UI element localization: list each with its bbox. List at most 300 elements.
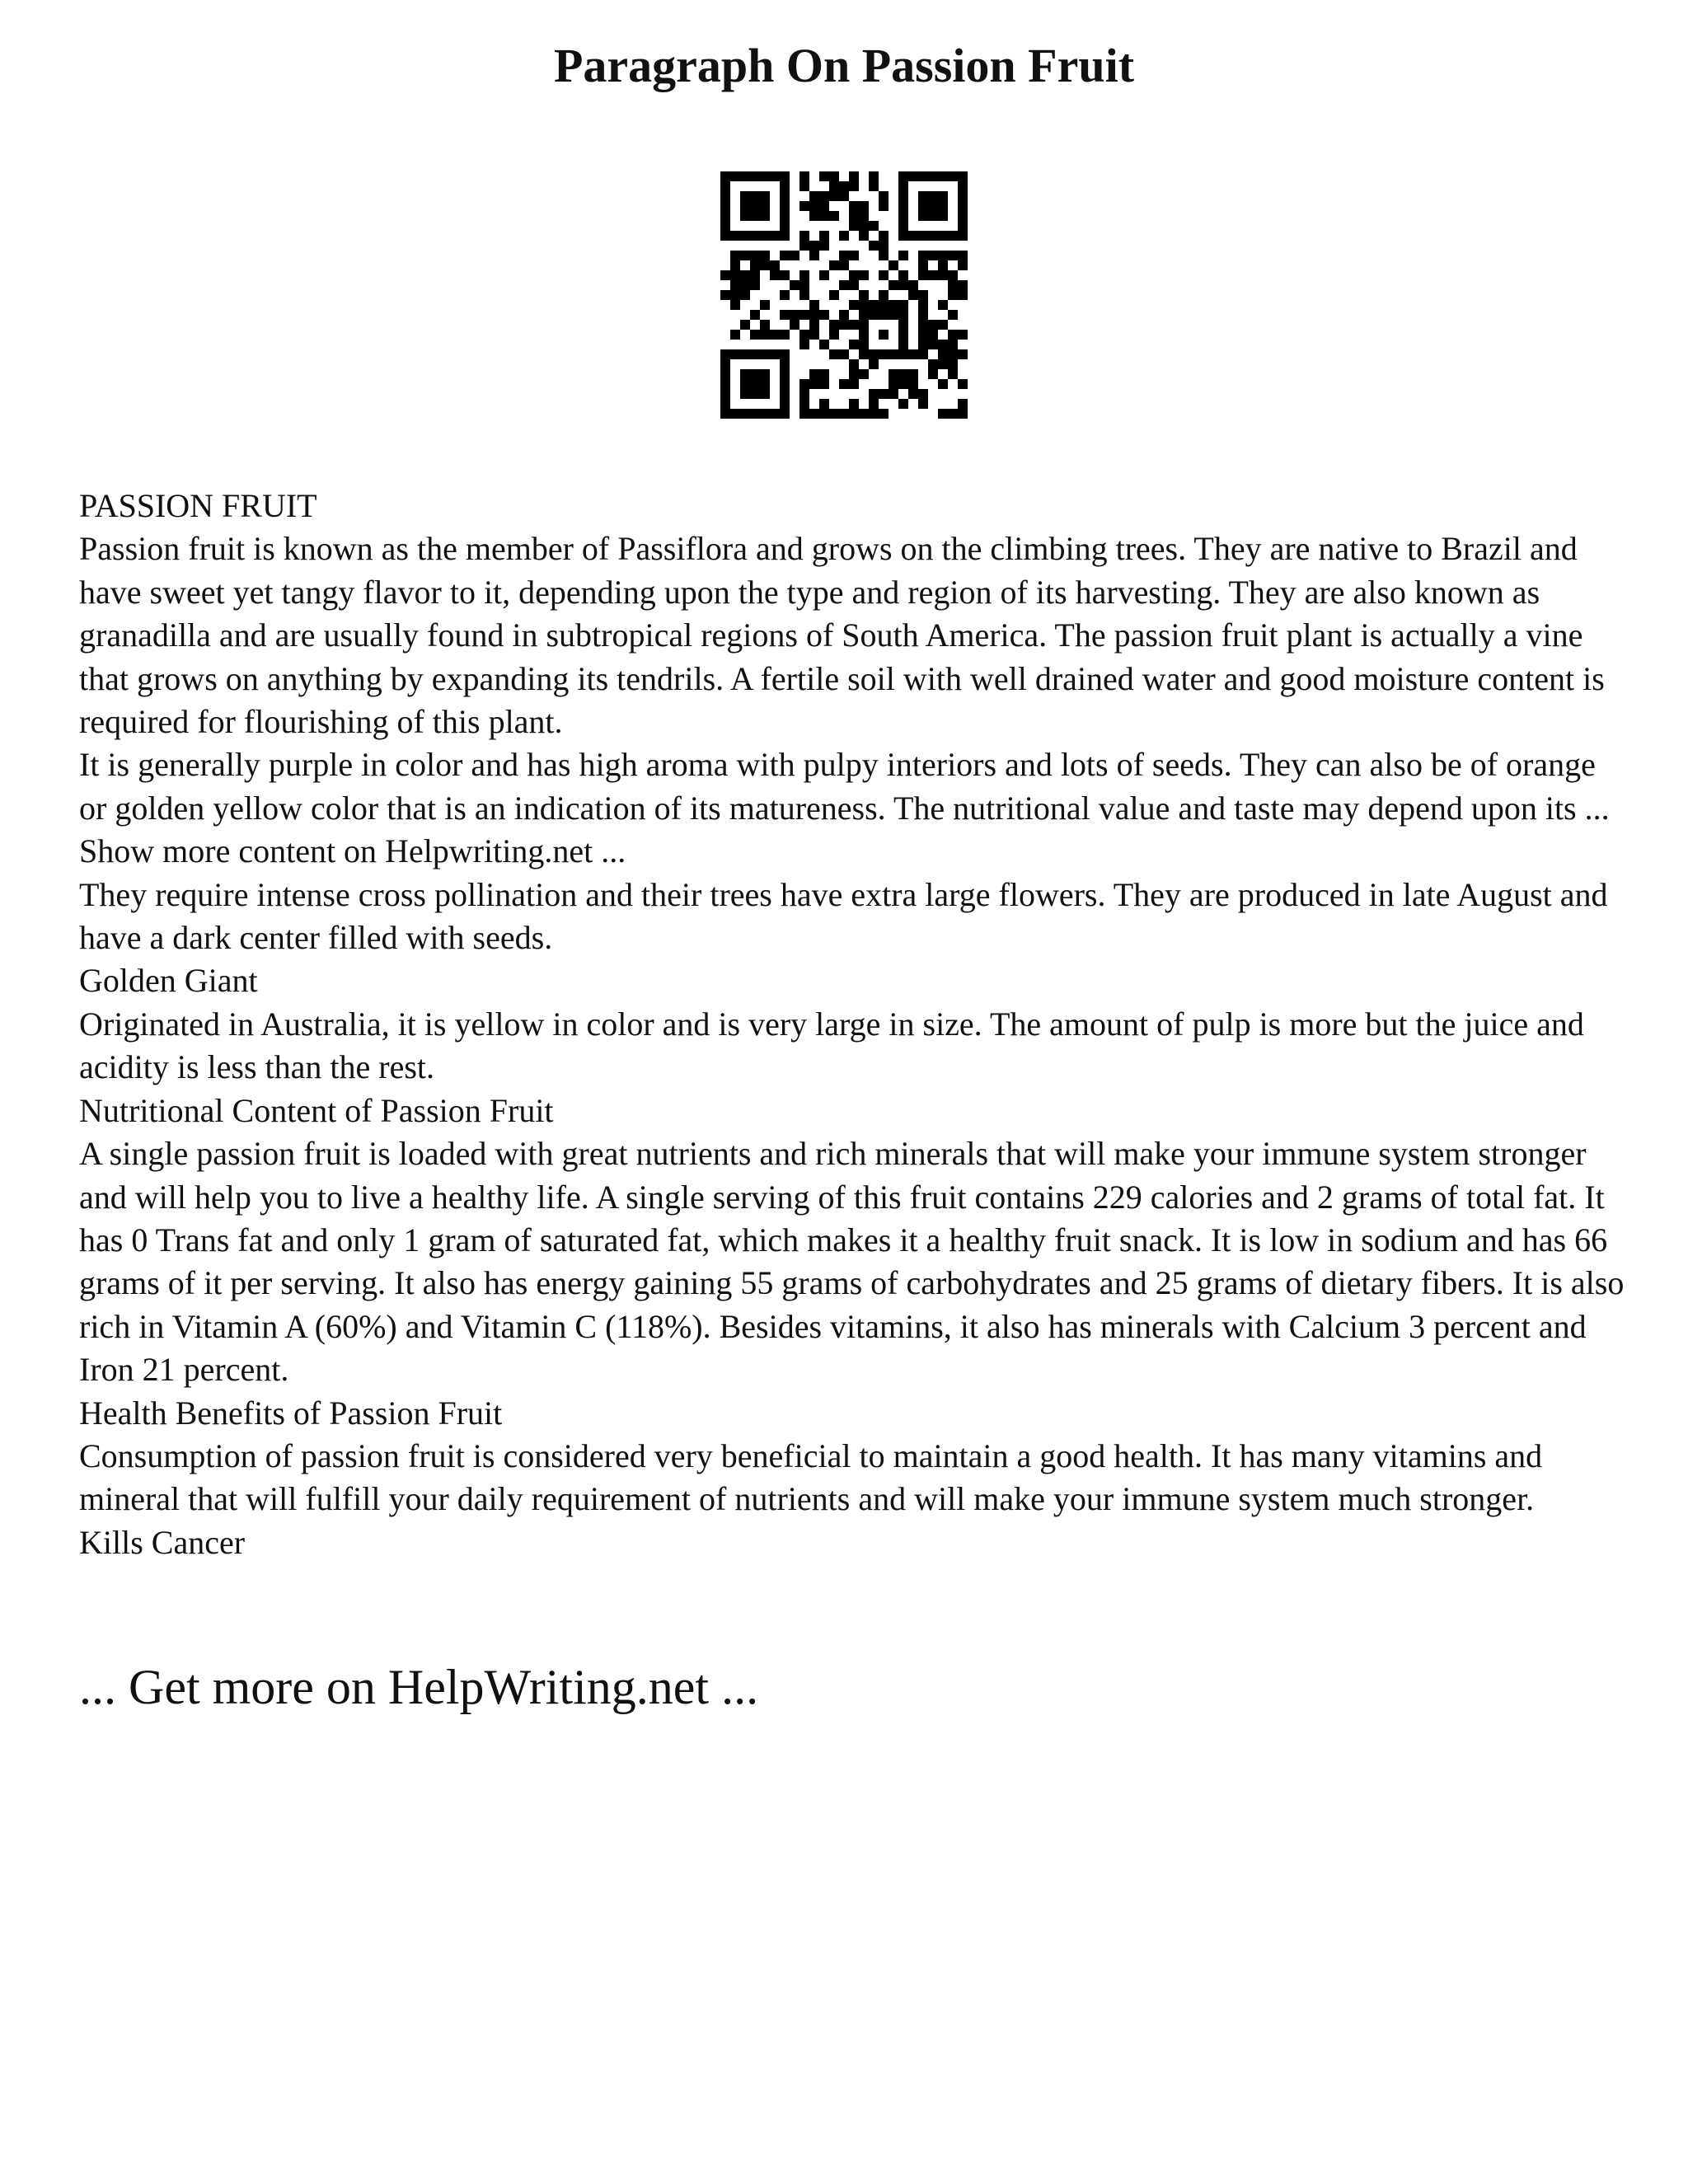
qr-module — [770, 330, 780, 340]
qr-module — [720, 201, 730, 211]
qr-module — [948, 310, 958, 320]
qr-module — [869, 399, 879, 409]
qr-module — [938, 320, 948, 330]
qr-module — [760, 171, 770, 181]
qr-module — [799, 379, 809, 389]
paragraph-nutrition: A single passion fruit is loaded with great nutrients and rich minerals that will make your immune system stronger and will help you to live a healthy life. A single serving of this fruit contains 229 calories and 2 grams of total fat. It has 0 Trans fat and only 1 gram of saturated fat, which makes it a healthy fruit snack. It is low in sodium and has 66 grams of it per serving. It also has energy gaining 55 grams of carbohydrates and 25 grams of dietary fibers. It is also rich in Vitamin A (60%) and Vitamin C (118%). Besides vitamins, it also has minerals with Calcium 3 percent and Iron 21 percent. — [79, 1135, 1625, 1389]
qr-module — [790, 320, 799, 330]
qr-module — [730, 300, 740, 310]
qr-module — [938, 340, 948, 349]
qr-module — [869, 310, 879, 320]
qr-module — [958, 181, 968, 191]
qr-module — [948, 290, 958, 300]
qr-module — [889, 280, 898, 290]
qr-module — [859, 300, 869, 310]
qr-module — [740, 201, 750, 211]
qr-module — [879, 300, 889, 310]
section-heading-health: Health Benefits of Passion Fruit — [79, 1394, 503, 1432]
qr-module — [859, 320, 869, 330]
qr-module — [849, 221, 859, 231]
qr-module — [750, 349, 760, 359]
qr-module — [730, 290, 740, 300]
qr-module — [829, 320, 839, 330]
qr-module — [958, 290, 968, 300]
qr-module — [780, 221, 790, 231]
qr-module — [958, 280, 968, 290]
qr-module — [898, 251, 908, 260]
qr-module — [730, 349, 740, 359]
qr-module — [958, 211, 968, 221]
qr-module — [790, 280, 799, 290]
qr-module — [799, 340, 809, 349]
qr-module — [809, 251, 819, 260]
qr-module — [948, 280, 958, 290]
qr-module — [879, 330, 889, 340]
qr-module — [819, 369, 829, 379]
qr-module — [720, 270, 730, 280]
qr-module — [839, 349, 849, 359]
qr-module — [750, 201, 760, 211]
qr-module — [958, 221, 968, 231]
qr-module — [958, 231, 968, 241]
qr-module — [780, 330, 790, 340]
qr-module — [869, 171, 879, 181]
qr-module — [948, 359, 958, 369]
qr-module — [809, 191, 819, 201]
qr-module — [740, 211, 750, 221]
qr-module — [760, 231, 770, 241]
qr-module — [790, 251, 799, 260]
qr-module — [819, 211, 829, 221]
qr-module — [849, 320, 859, 330]
qr-module — [879, 389, 889, 399]
paragraph-health: Consumption of passion fruit is considered very beneficial to maintain a good health. It has many vitamins and mineral that will fulfill your daily requirement of nutrients and will make your immune system much stronger. — [79, 1436, 1543, 1518]
qr-module — [928, 231, 938, 241]
qr-module — [938, 409, 948, 419]
qr-module — [780, 349, 790, 359]
qr-module — [859, 270, 869, 280]
qr-module — [770, 231, 780, 241]
qr-module — [948, 330, 958, 340]
qr-module — [918, 171, 928, 181]
qr-module — [780, 409, 790, 419]
qr-module — [849, 399, 859, 409]
qr-module — [938, 379, 948, 389]
qr-module — [720, 221, 730, 231]
qr-module — [859, 231, 869, 241]
qr-module — [799, 270, 809, 280]
qr-module — [918, 201, 928, 211]
qr-module — [819, 340, 829, 349]
qr-module — [760, 409, 770, 419]
qr-module — [730, 251, 740, 260]
qr-module — [869, 221, 879, 231]
qr-module — [928, 340, 938, 349]
qr-code-icon[interactable] — [720, 171, 968, 419]
qr-module — [898, 369, 908, 379]
qr-module — [908, 349, 918, 359]
qr-module — [750, 211, 760, 221]
qr-module — [898, 320, 908, 330]
qr-module — [799, 171, 809, 181]
qr-module — [839, 260, 849, 270]
qr-module — [918, 300, 928, 310]
qr-module — [908, 280, 918, 290]
qr-module — [918, 349, 928, 359]
qr-module — [898, 191, 908, 201]
qr-module — [780, 211, 790, 221]
qr-module — [770, 270, 780, 280]
qr-module — [918, 290, 928, 300]
qr-module — [928, 270, 938, 280]
qr-module — [938, 201, 948, 211]
qr-module — [948, 349, 958, 359]
qr-module — [740, 349, 750, 359]
qr-module — [938, 191, 948, 201]
qr-module — [750, 330, 760, 340]
qr-module — [849, 251, 859, 260]
qr-module — [740, 290, 750, 300]
qr-module — [918, 340, 928, 349]
qr-module — [849, 300, 859, 310]
qr-code-graphic — [720, 171, 968, 419]
qr-module — [849, 270, 859, 280]
qr-module — [780, 399, 790, 409]
section-heading-passion-fruit: PASSION FRUIT — [79, 487, 317, 524]
qr-module — [879, 201, 889, 211]
qr-module — [898, 211, 908, 221]
qr-module — [859, 310, 869, 320]
qr-module — [799, 241, 809, 251]
qr-module — [908, 369, 918, 379]
qr-module — [720, 191, 730, 201]
qr-module — [948, 251, 958, 260]
qr-module — [780, 359, 790, 369]
get-more-link[interactable]: ... Get more on HelpWriting.net ... — [79, 1660, 759, 1714]
qr-module — [918, 260, 928, 270]
qr-module — [740, 379, 750, 389]
qr-module — [809, 409, 819, 419]
qr-module — [799, 181, 809, 191]
qr-module — [829, 290, 839, 300]
qr-module — [750, 191, 760, 201]
qr-module — [928, 211, 938, 221]
qr-module — [879, 290, 889, 300]
qr-module — [750, 251, 760, 260]
qr-module — [740, 270, 750, 280]
qr-module — [938, 211, 948, 221]
qr-module — [750, 171, 760, 181]
qr-module — [750, 310, 760, 320]
qr-module — [760, 369, 770, 379]
qr-module — [839, 310, 849, 320]
qr-module — [938, 300, 948, 310]
qr-module — [770, 260, 780, 270]
qr-module — [780, 379, 790, 389]
qr-module — [958, 260, 968, 270]
qr-module — [780, 181, 790, 191]
qr-module — [819, 409, 829, 419]
qr-module — [809, 310, 819, 320]
qr-module — [799, 280, 809, 290]
qr-module — [938, 270, 948, 280]
qr-module — [819, 171, 829, 181]
qr-module — [720, 379, 730, 389]
qr-module — [938, 171, 948, 181]
qr-module — [958, 191, 968, 201]
qr-module — [918, 191, 928, 201]
qr-module — [750, 409, 760, 419]
qr-module — [859, 340, 869, 349]
qr-module — [750, 369, 760, 379]
qr-module — [819, 310, 829, 320]
qr-module — [928, 201, 938, 211]
qr-module — [859, 221, 869, 231]
qr-module — [740, 369, 750, 379]
qr-module — [799, 399, 809, 409]
article-body — [79, 485, 1629, 1564]
qr-module — [780, 191, 790, 201]
qr-module — [829, 181, 839, 191]
qr-module — [849, 369, 859, 379]
qr-module — [819, 231, 829, 241]
qr-module — [908, 231, 918, 241]
section-heading-nutrition: Nutritional Content of Passion Fruit — [79, 1091, 554, 1129]
section-heading-golden-giant: Golden Giant — [79, 962, 258, 1000]
qr-module — [889, 389, 898, 399]
qr-module — [839, 409, 849, 419]
qr-module — [809, 211, 819, 221]
qr-module — [898, 181, 908, 191]
qr-module — [849, 201, 859, 211]
qr-module — [780, 310, 790, 320]
qr-module — [740, 231, 750, 241]
qr-module — [760, 191, 770, 201]
qr-module — [869, 389, 879, 399]
qr-module — [780, 290, 790, 300]
qr-module — [898, 330, 908, 340]
qr-module — [809, 330, 819, 340]
qr-module — [809, 320, 819, 330]
qr-module — [879, 191, 889, 201]
qr-module — [859, 330, 869, 340]
qr-module — [889, 310, 898, 320]
qr-module — [898, 201, 908, 211]
qr-module — [799, 330, 809, 340]
qr-module — [958, 251, 968, 260]
qr-module — [760, 389, 770, 399]
page-title: Paragraph On Passion Fruit — [553, 39, 1135, 92]
qr-module — [938, 231, 948, 241]
qr-module — [849, 181, 859, 191]
qr-module — [760, 300, 770, 310]
qr-module — [740, 171, 750, 181]
qr-module — [829, 191, 839, 201]
qr-module — [770, 409, 780, 419]
qr-module — [898, 300, 908, 310]
qr-module — [898, 379, 908, 389]
paragraph-appearance: It is generally purple in color and has high aroma with pulpy interiors and lots of seeds. They can also be of orange or golden yellow color that is an indication of its matureness. The nutritional value and taste may depend upon its ... Show more content on Helpwriting.net ... — [79, 746, 1610, 870]
qr-module — [839, 231, 849, 241]
qr-module — [958, 399, 968, 409]
qr-module — [928, 171, 938, 181]
qr-module — [720, 369, 730, 379]
qr-module — [849, 379, 859, 389]
qr-module — [760, 330, 770, 340]
qr-module — [829, 349, 839, 359]
qr-module — [948, 231, 958, 241]
qr-module — [780, 201, 790, 211]
qr-module — [898, 280, 908, 290]
qr-module — [928, 251, 938, 260]
qr-module — [889, 369, 898, 379]
qr-module — [819, 191, 829, 201]
qr-module — [799, 310, 809, 320]
qr-module — [770, 349, 780, 359]
qr-module — [898, 270, 908, 280]
qr-module — [839, 191, 849, 201]
qr-module — [918, 211, 928, 221]
qr-module — [849, 409, 859, 419]
qr-module — [780, 171, 790, 181]
qr-module — [839, 320, 849, 330]
qr-module — [750, 280, 760, 290]
qr-module — [889, 379, 898, 389]
qr-module — [809, 241, 819, 251]
qr-module — [918, 399, 928, 409]
qr-module — [839, 280, 849, 290]
qr-module — [948, 340, 958, 349]
qr-module — [879, 241, 889, 251]
qr-module — [908, 171, 918, 181]
qr-module — [740, 191, 750, 201]
qr-module — [898, 399, 908, 409]
qr-module — [799, 201, 809, 211]
qr-module — [908, 290, 918, 300]
qr-module — [780, 251, 790, 260]
qr-module — [859, 409, 869, 419]
qr-module — [730, 330, 740, 340]
qr-module — [799, 231, 809, 241]
qr-module — [799, 389, 809, 399]
qr-module — [760, 211, 770, 221]
qr-module — [869, 181, 879, 191]
section-heading-kills-cancer: Kills Cancer — [79, 1523, 246, 1561]
qr-module — [849, 171, 859, 181]
qr-module — [809, 369, 819, 379]
qr-module — [879, 251, 889, 260]
qr-module — [859, 211, 869, 221]
qr-module — [819, 399, 829, 409]
paragraph-golden-giant: Originated in Australia, it is yellow in color and is very large in size. The amount of pulp is more but the juice and acidity is less than the rest. — [79, 1005, 1584, 1086]
qr-module — [730, 409, 740, 419]
qr-module — [928, 369, 938, 379]
qr-module — [740, 389, 750, 399]
qr-module — [958, 201, 968, 211]
qr-module — [730, 270, 740, 280]
qr-module — [829, 409, 839, 419]
qr-module — [948, 171, 958, 181]
qr-module — [938, 251, 948, 260]
qr-module — [809, 379, 819, 389]
qr-module — [859, 290, 869, 300]
qr-module — [958, 379, 968, 389]
qr-module — [799, 290, 809, 300]
qr-module — [740, 320, 750, 330]
qr-module — [750, 379, 760, 389]
qr-module — [829, 330, 839, 340]
qr-module — [720, 181, 730, 191]
qr-module — [958, 330, 968, 340]
qr-module — [730, 171, 740, 181]
qr-module — [869, 409, 879, 419]
qr-module — [819, 270, 829, 280]
qr-module — [799, 409, 809, 419]
qr-module — [918, 330, 928, 340]
qr-module — [760, 260, 770, 270]
qr-module — [740, 409, 750, 419]
qr-module — [770, 171, 780, 181]
qr-module — [879, 270, 889, 280]
qr-module — [829, 211, 839, 221]
qr-module — [760, 379, 770, 389]
qr-module — [889, 300, 898, 310]
qr-module — [720, 359, 730, 369]
qr-module — [948, 270, 958, 280]
qr-module — [918, 310, 928, 320]
qr-module — [750, 270, 760, 280]
qr-module — [809, 300, 819, 310]
paragraph-pollination: They require intense cross pollination and their trees have extra large flowers. They are produced in late August and have a dark center filled with seeds. — [79, 875, 1608, 957]
qr-module — [898, 310, 908, 320]
qr-module — [720, 211, 730, 221]
qr-module — [869, 241, 879, 251]
qr-module — [780, 369, 790, 379]
qr-module — [898, 221, 908, 231]
qr-module — [829, 171, 839, 181]
qr-module — [780, 389, 790, 399]
qr-module — [928, 359, 938, 369]
qr-module — [889, 349, 898, 359]
qr-module — [958, 349, 968, 359]
qr-module — [750, 231, 760, 241]
qr-module — [829, 260, 839, 270]
qr-module — [780, 231, 790, 241]
qr-module — [898, 340, 908, 349]
qr-module — [809, 201, 819, 211]
qr-module — [730, 231, 740, 241]
qr-module — [869, 349, 879, 359]
qr-module — [849, 280, 859, 290]
qr-module — [879, 409, 889, 419]
qr-module — [859, 201, 869, 211]
qr-module — [720, 349, 730, 359]
qr-module — [918, 320, 928, 330]
qr-module — [958, 409, 968, 419]
qr-module — [938, 349, 948, 359]
qr-module — [859, 369, 869, 379]
qr-module — [889, 260, 898, 270]
qr-module — [948, 409, 958, 419]
qr-module — [898, 349, 908, 359]
qr-module — [918, 270, 928, 280]
qr-module — [918, 389, 928, 399]
qr-module — [938, 359, 948, 369]
qr-module — [918, 231, 928, 241]
qr-module — [720, 389, 730, 399]
qr-module — [879, 349, 889, 359]
qr-module — [839, 379, 849, 389]
